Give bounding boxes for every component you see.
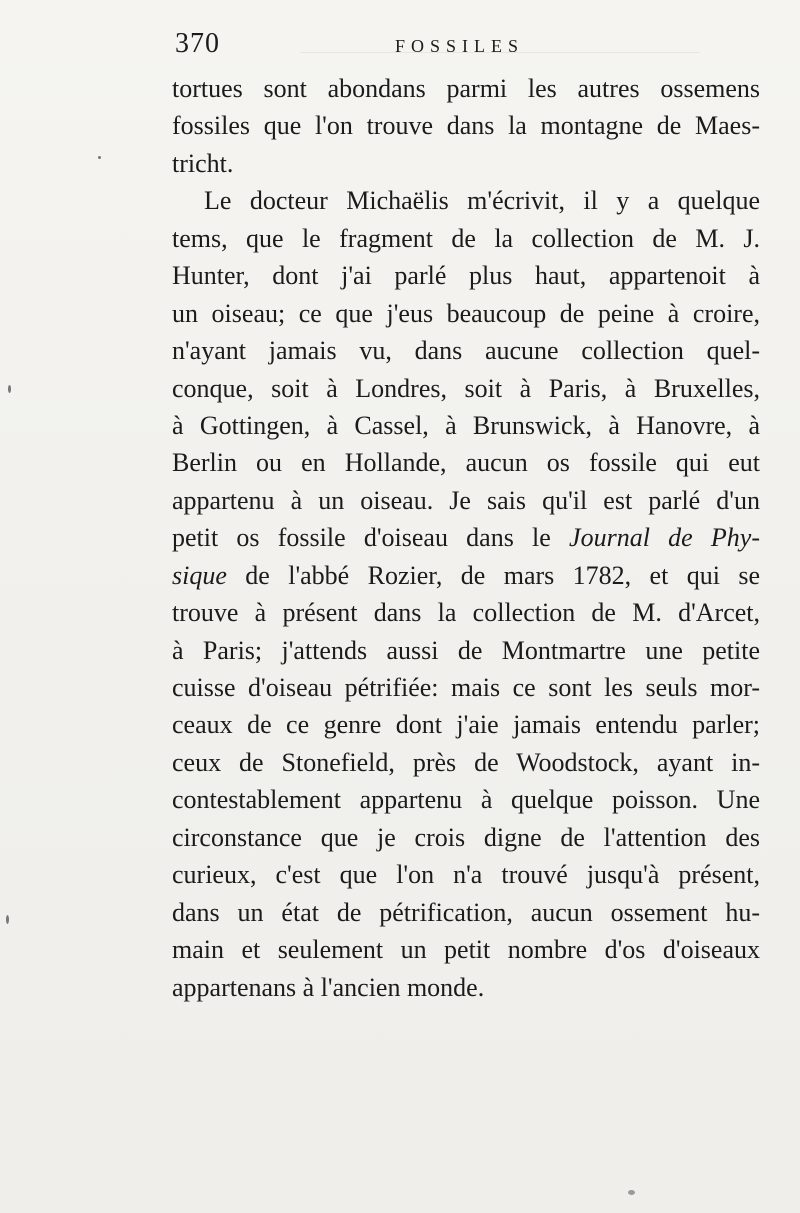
text-line: ceux de Stonefield, près de Woodstock, ayant in- [172,747,760,777]
text-line: main et seulement un petit nombre d'os d'oiseaux [172,935,760,965]
text-line: ceaux de ce genre dont j'aie jamais entendu parler; [172,710,760,740]
paper-blemish [98,156,101,159]
text-line: un oiseau; ce que j'eus beaucoup de peine à croire, [172,298,760,328]
text-line [172,557,760,594]
body-text [172,70,760,1006]
text-line: tortues sont abondans parmi les autres ossemens [172,74,760,103]
running-head: FOSSILES [395,36,525,56]
text-line: Berlin ou en Hollande, aucun os fossile qui eut [172,448,760,478]
text-line: cuisse d'oiseau pétrifiée: mais ce sont les seuls mor- [172,673,760,702]
text-line: contestablement appartenu à quelque poisson. Une [172,785,760,815]
paper-blemish [628,1190,635,1195]
text-line: circonstance que je crois digne de l'attention des [172,822,760,852]
page-number: 370 [175,28,220,59]
journal-title-part: Journal de Phy- [569,523,760,553]
text-line: fossiles que l'on trouve dans la montagne de Maes- [172,111,760,141]
text-line: à Gottingen, à Cassel, à Brunswick, à Hanovre, à [172,410,760,440]
text-segment: petit os fossile d'oiseau dans le [172,523,551,553]
text-line: dans un état de pétrification, aucun ossement hu- [172,897,760,927]
text-line: appartenans à l'ancien monde. [172,972,485,1002]
text-line: conque, soit à Londres, soit à Paris, à Bruxelles, [172,373,760,403]
text-segment: de l'abbé Rozier, de mars 1782, et qui se [245,560,760,590]
text-line: tricht. [172,148,234,178]
text-line: trouve à présent dans la collection de M. d'Arcet, [172,598,760,628]
text-line: appartenu à un oiseau. Je sais qu'il est parlé d'un [172,485,760,515]
text-line: n'ayant jamais vu, dans aucune collection quel- [172,336,760,366]
paragraph-first-line: Le docteur Michaëlis m'écrivit, il y a quelque [204,186,760,216]
text-line: curieux, c'est que l'on n'a trouvé jusqu'à présent, [172,860,760,890]
journal-title-part: sique [172,560,227,590]
text-line: Hunter, dont j'ai parlé plus haut, appartenoit à [172,261,760,291]
paper-blemish [8,385,11,393]
text-line: tems, que le fragment de la collection de M. J. [172,223,760,253]
paper-blemish [6,915,9,924]
text-line [172,519,760,556]
page-header [175,28,735,68]
text-line: à Paris; j'attends aussi de Montmartre une petite [172,635,760,665]
